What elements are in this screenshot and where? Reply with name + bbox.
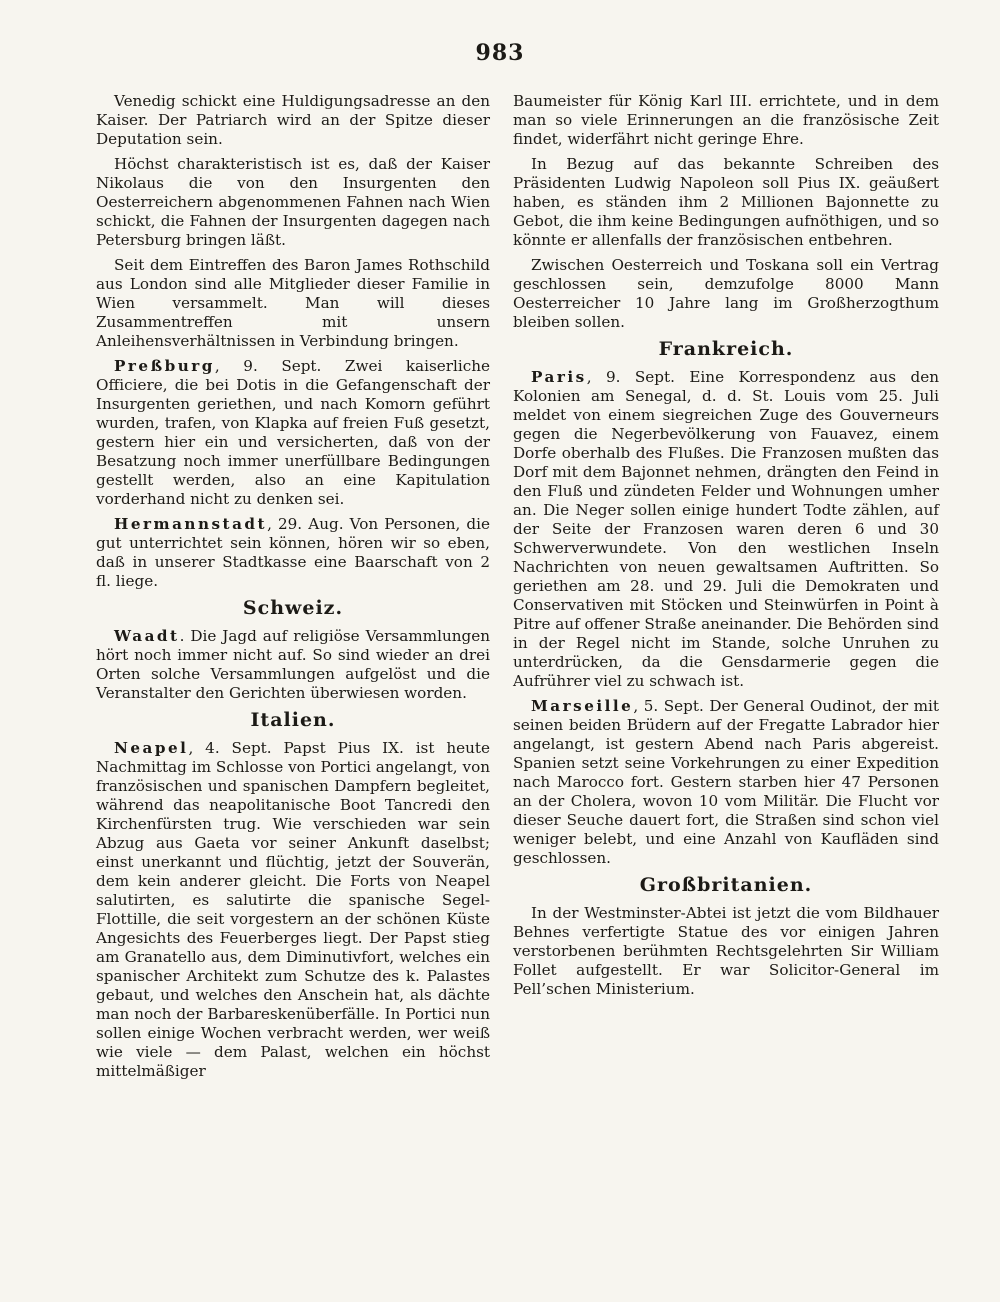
article-paragraph: Zwischen Oesterreich und Toskana soll ein Vertrag geschlossen sein, demzufolge 8000 Mann Oesterreicher 10 Jahre lang im Großherzogthum bleiben sollen. [513, 256, 939, 331]
section-heading: Frankreich. [658, 338, 794, 360]
article-paragraph: Baumeister für König Karl III. errichtete, und in dem man so viele Erinnerungen an die französische Zeit findet, widerfährt nicht geringe Ehre. [513, 92, 939, 148]
article-paragraph: Venedig schickt eine Huldigungsadresse an den Kaiser. Der Patriarch wird an der Spitze dieser Deputation sein. [96, 92, 490, 148]
dateline-place: Hermannstadt [114, 515, 268, 533]
article-paragraph: Hermannstadt, 29. Aug. Von Personen, die gut unterrichtet sein können, hören wir so eben, daß in unserer Stadtkasse eine Baarschaft von 2 fl. liege. [96, 515, 490, 590]
article-paragraph: Marseille, 5. Sept. Der General Oudinot, der mit seinen beiden Brüdern auf der Fregatte Labrador hier angelangt, ist gestern Abend nach Paris abgereist. Spanien setzt seine Vorkehrungen zu einer Expedition nach Marocco fort. Gestern starben hier 47 Personen an der Cholera, wovon 10 vom Militär. Die Flucht vor dieser Seuche dauert fort, die Straßen sind schon viel weniger belebt, und eine Anzahl von Kaufläden sind geschlossen. [513, 697, 939, 867]
dateline-place: Marseille [531, 697, 634, 715]
article-paragraph: In Bezug auf das bekannte Schreiben des Präsidenten Ludwig Napoleon soll Pius IX. geäußert haben, es ständen ihm 2 Millionen Bajonnette zu Gebot, die ihm keine Bedingungen aufnöthigen, und so könnte er allenfalls der französischen entbehren. [513, 155, 939, 249]
article-paragraph: Neapel, 4. Sept. Papst Pius IX. ist heute Nachmittag im Schlosse von Portici angelangt, von französischen und spanischen Dampfern begleitet, während das neapolitanische Boot Tancredi den Kirchenfürsten trug. Wie verschieden war sein Abzug aus Gaeta vor seiner Ankunft daselbst; einst unerkannt und flüchtig, jetzt der Souverän, dem kein anderer gleicht. Die Forts von Neapel salutirten, es salutirte die spanische Segel-Flottille, die seit vorgestern an der schönen Küste Angesichts des Feuerberges liegt. Der Papst stieg am Granatello aus, dem Diminutivfort, welches ein spanischer Architekt zum Schutze des k. Palastes gebaut, und welches den Anschein hat, als dächte man noch der Barbareskenüberfälle. In Portici nun sollen einige Wochen verbracht werden, wer weiß wie viele — dem Palast, welchen ein höchst mittelmäßiger [96, 739, 490, 1080]
dateline-place: Waadt [114, 627, 180, 645]
page-number: 983 [475, 40, 525, 66]
section-heading: Schweiz. [242, 597, 344, 619]
right-column [513, 92, 939, 1005]
article-paragraph: Paris, 9. Sept. Eine Korrespondenz aus den Kolonien am Senegal, d. d. St. Louis vom 25. Juli meldet von einem siegreichen Zuge des Gouverneurs gegen die Negerbevölkerung von Fauavez, einem Dorfe oberhalb des Flußes. Die Franzosen mußten das Dorf mit dem Bajonnet nehmen, drängten den Feind in den Fluß und zündeten Felder und Wohnungen umher an. Die Neger sollen einige hundert Todte zählen, auf der Seite der Franzosen waren deren 6 und 30 Schwerverwundete. Von den westlichen Inseln Nachrichten von neuen gewaltsamen Auftritten. So geriethen am 28. und 29. Juli die Demokraten und Conservativen mit Stöcken und Steinwürfen in Point à Pitre auf offener Straße aneinander. Die Behörden sind in der Regel nicht im Stande, solche Unruhen zu unterdrücken, da die Gensdarmerie gegen die Aufrührer viel zu schwach ist. [513, 368, 940, 690]
article-paragraph: Höchst charakteristisch ist es, daß der Kaiser Nikolaus die von den Insurgenten den Oesterreichern abgenommenen Fahnen nach Wien schickt, die Fahnen der Insurgenten dagegen nach Petersburg bringen läßt. [96, 155, 490, 249]
section-heading: Italien. [250, 709, 336, 731]
dateline-place: Neapel [114, 739, 189, 757]
article-paragraph: In der Westminster-Abtei ist jetzt die vom Bildhauer Behnes verfertigte Statue des vor einigen Jahren verstorbenen berühmten Rechtsgelehrten Sir William Follet aufgestellt. Er war Solicitor-General im Pell’schen Ministerium. [513, 904, 939, 998]
article-paragraph: Preßburg, 9. Sept. Zwei kaiserliche Officiere, die bei Dotis in die Gefangenschaft der Insurgenten geriethen, und nach Komorn geführt wurden, trafen, von Klapka auf freien Fuß gesetzt, gestern hier ein und versicherten, daß von der Besatzung noch immer unerfüllbare Bedingungen gestellt werden, also an eine Kapitulation vorderhand nicht zu denken sei. [96, 357, 490, 508]
article-paragraph: Waadt. Die Jagd auf religiöse Versammlungen hört noch immer nicht auf. So sind wieder an drei Orten solche Versammlungen aufgelöst und die Veranstalter den Gerichten überwiesen worden. [96, 627, 490, 702]
section-heading: Großbritanien. [639, 874, 813, 896]
article-paragraph: Seit dem Eintreffen des Baron James Rothschild aus London sind alle Mitglieder dieser Familie in Wien versammelt. Man will dieses Zusammentreffen mit unsern Anleihensverhältnissen in Verbindung bringen. [96, 256, 490, 350]
dateline-place: Preßburg [114, 357, 215, 375]
dateline-place: Paris [531, 368, 587, 386]
left-column [96, 92, 490, 1087]
